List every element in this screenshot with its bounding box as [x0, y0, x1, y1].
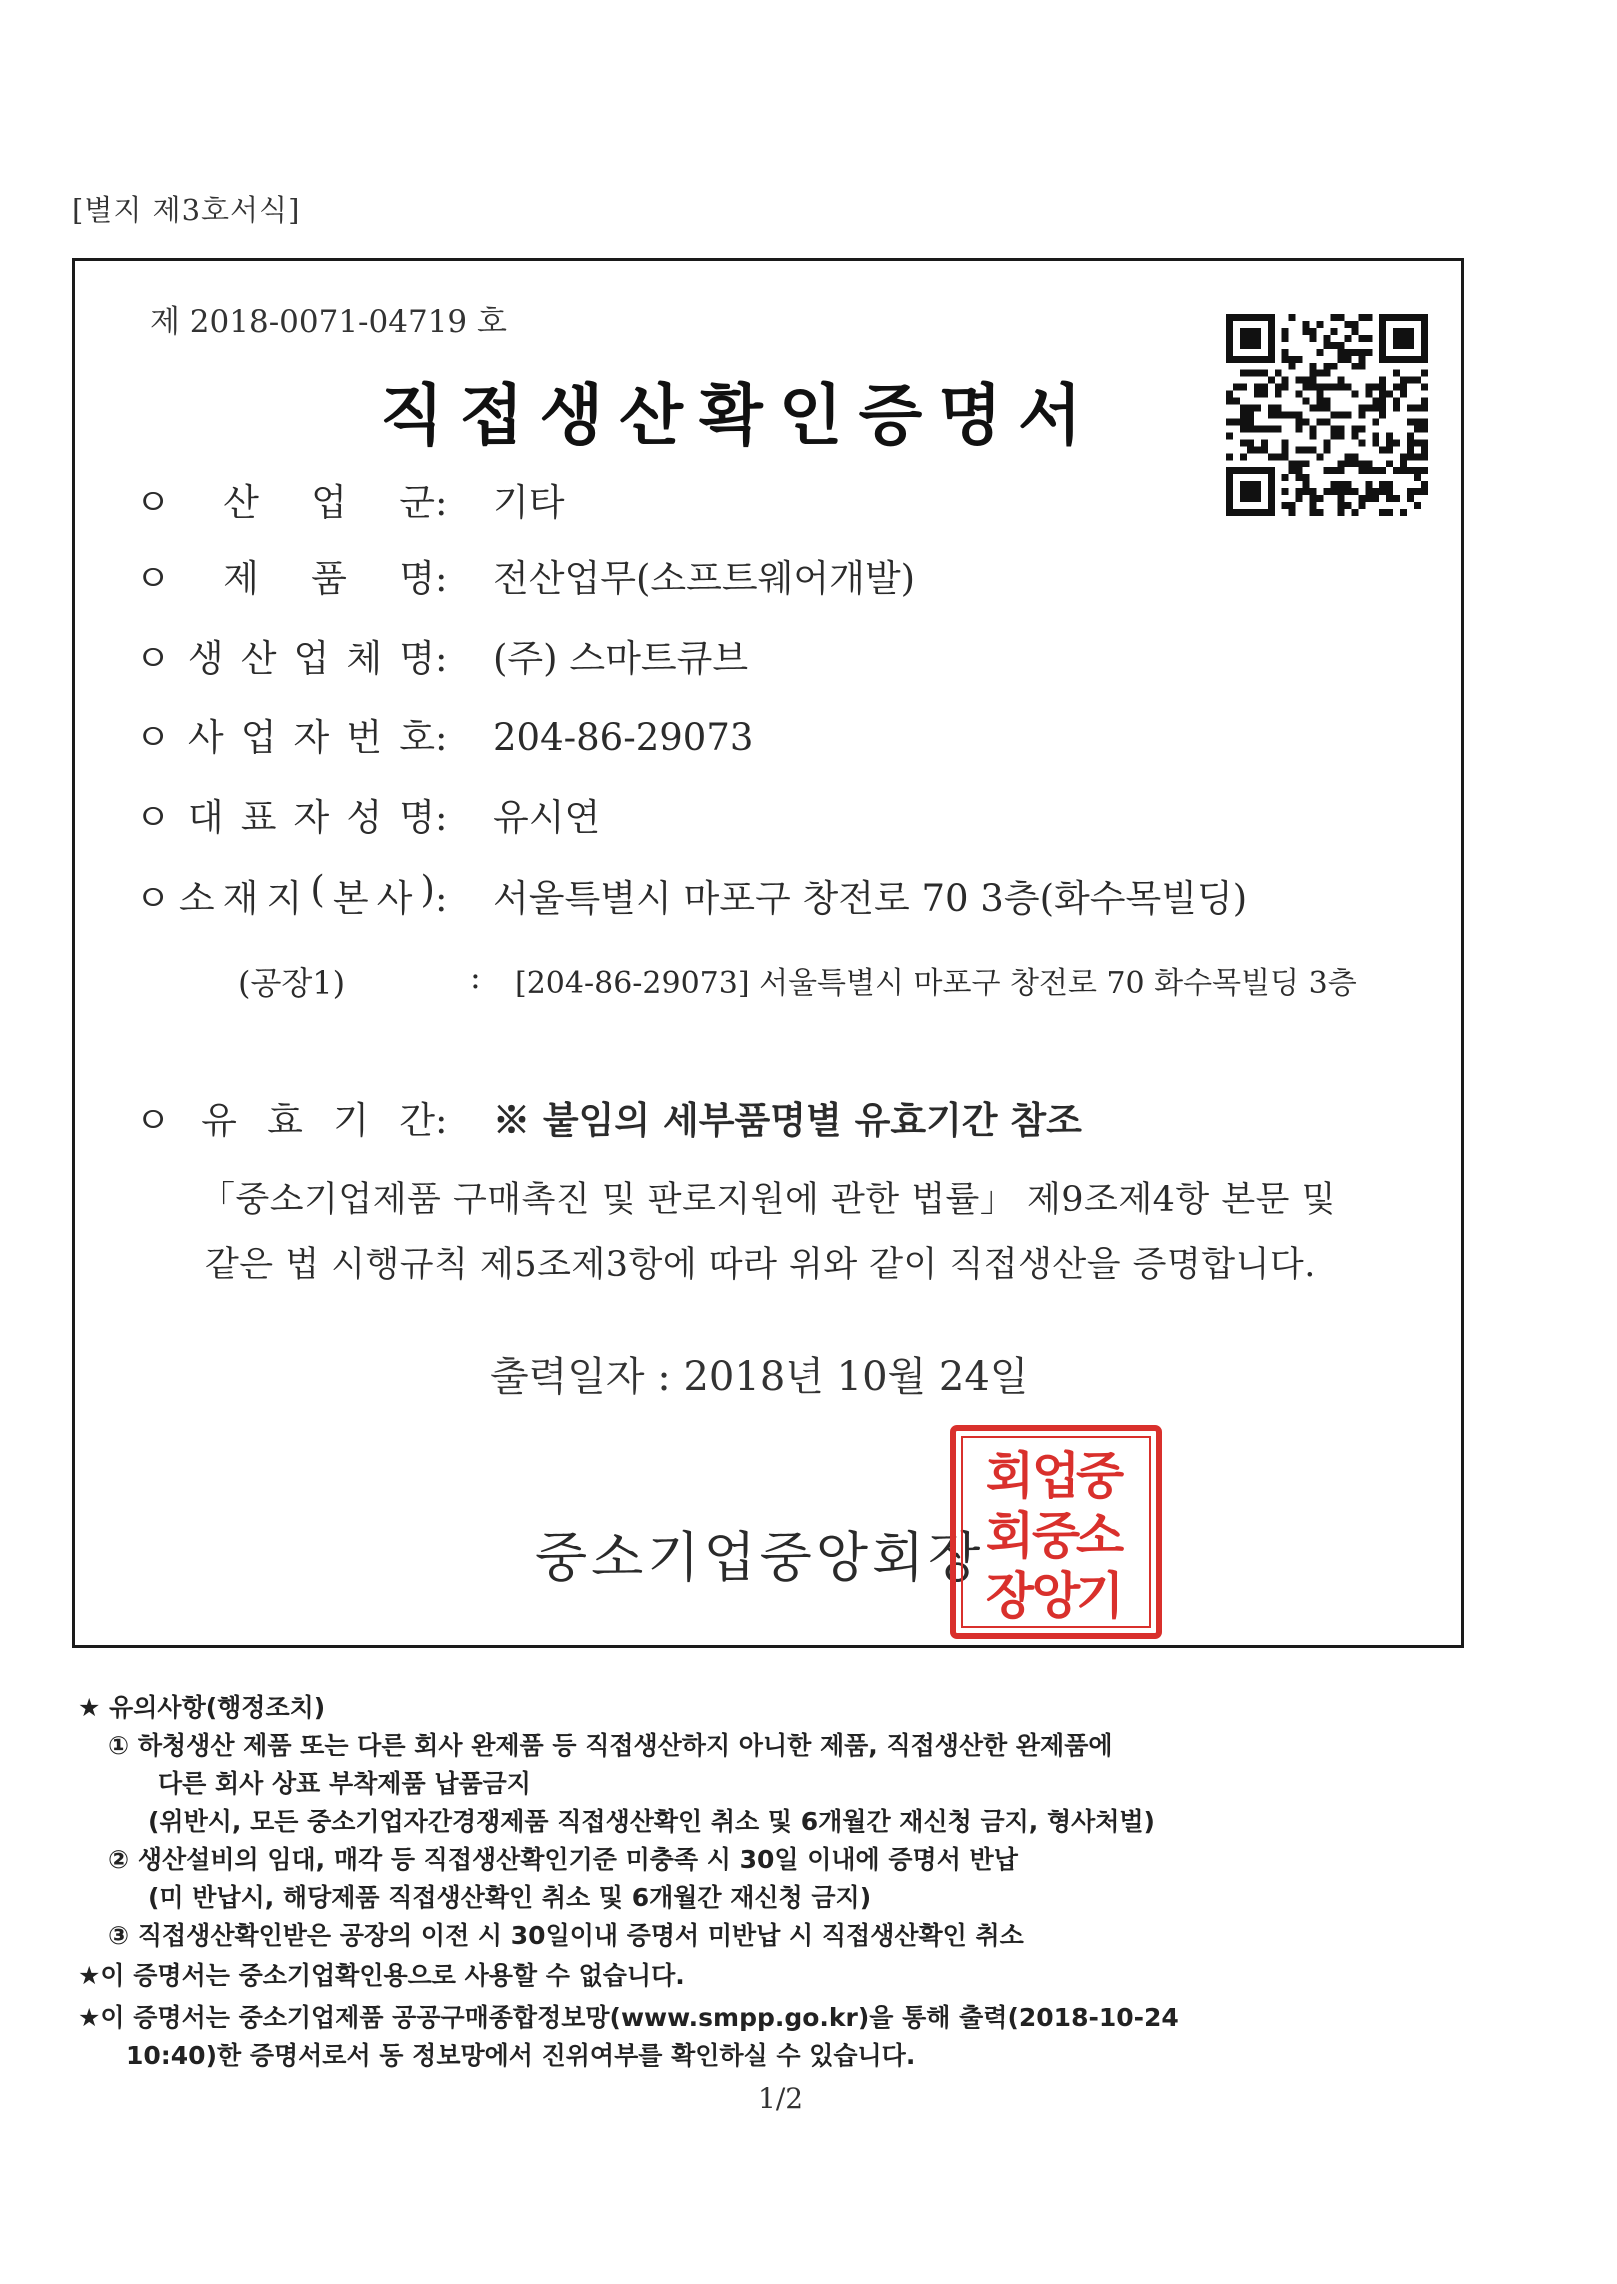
statement-line: 같은 법 시행규칙 제5조제3항에 따라 위와 같이 직접생산을 증명합니다. — [205, 1245, 1316, 1285]
form-number: [별지 제3호서식] — [72, 193, 301, 227]
notes-header: ★ 유의사항(행정조치) — [78, 1693, 326, 1722]
factory-colon: : — [470, 958, 481, 996]
field-value: (주) 스마트큐브 — [493, 637, 749, 680]
svg-text:중: 중 — [1031, 1507, 1081, 1565]
page-title: 직접생산확인증명서 — [380, 376, 1098, 454]
notes-item: ② 생산설비의 임대, 매각 등 직접생산확인기준 미충족 시 30일 이내에 증명서 반납 — [108, 1845, 1018, 1874]
field-value: 유시연 — [493, 796, 601, 839]
field-label: ㅇ 소 재 지 ( 본 사 ) — [135, 868, 435, 920]
field-label: ㅇ 산 업 군 — [135, 481, 435, 524]
notes-star: 10:40)한 증명서로서 동 정보망에서 진위여부를 확인하실 수 있습니다. — [126, 2041, 916, 2070]
svg-text:중: 중 — [1075, 1447, 1125, 1505]
notes-item: (위반시, 모든 중소기업자간경쟁제품 직접생산확인 취소 및 6개월간 재신청 금지, 형사처벌) — [148, 1807, 1155, 1836]
field-value: 기타 — [493, 481, 565, 524]
field-label: ㅇ 사 업 자 번 호 — [135, 716, 435, 759]
field-label: ㅇ 대 표 자 성 명 — [135, 796, 435, 839]
svg-text:장: 장 — [985, 1567, 1035, 1625]
page-number: 1/2 — [758, 2082, 804, 2115]
factory-label: (공장1) — [238, 964, 346, 1002]
field-value: 204-86-29073 — [493, 716, 754, 759]
field-row-validity: ㅇ 유 효 기 간 : ※ 붙임의 세부품명별 유효기간 참조 — [135, 1090, 1082, 1144]
field-row-company: ㅇ 생 산 업 체 명 : (주) 스마트큐브 — [135, 628, 748, 682]
official-seal-icon — [950, 1425, 1162, 1639]
svg-text:앙: 앙 — [1031, 1567, 1081, 1625]
issue-date: 출력일자 : 2018년 10월 24일 — [490, 1354, 1029, 1400]
svg-text:소: 소 — [1075, 1507, 1125, 1565]
field-row-product: ㅇ 제 품 명 : 전산업무(소프트웨어개발) — [135, 548, 915, 602]
factory-value: [204-86-29073] 서울특별시 마포구 창전로 70 화수목빌딩 3층 — [515, 966, 1357, 1001]
svg-text:업: 업 — [1031, 1447, 1081, 1505]
notes-star: ★이 증명서는 중소기업제품 공공구매종합정보망(www.smpp.go.kr)을 통해 출력(2018-10-24 — [78, 2003, 1179, 2032]
statement-line: 「중소기업제품 구매촉진 및 판로지원에 관한 법률」 제9조제4항 본문 및 — [200, 1180, 1336, 1220]
field-row-business-number: ㅇ 사 업 자 번 호 : 204-86-29073 — [135, 707, 753, 761]
validity-value: ※ 붙임의 세부품명별 유효기간 참조 — [493, 1098, 1082, 1142]
notes-star: ★이 증명서는 중소기업확인용으로 사용할 수 없습니다. — [78, 1961, 685, 1990]
notes-item: ③ 직접생산확인받은 공장의 이전 시 30일이내 증명서 미반납 시 직접생산확인 취소 — [108, 1921, 1024, 1950]
field-label: ㅇ 유 효 기 간 — [135, 1099, 435, 1142]
field-label: ㅇ 제 품 명 — [135, 557, 435, 600]
svg-text:회: 회 — [985, 1447, 1035, 1505]
certificate-number: 제 2018-0071-04719 호 — [150, 304, 507, 340]
notes-item: (미 반납시, 해당제품 직접생산확인 취소 및 6개월간 재신청 금지) — [148, 1883, 872, 1912]
field-row-industry: ㅇ 산 업 군 : 기타 — [135, 472, 564, 526]
issuer-name: 중소기업중앙회장 — [535, 1526, 985, 1589]
field-value: 서울특별시 마포구 창전로 70 3층(화수목빌딩) — [493, 877, 1248, 920]
field-label: ㅇ 생 산 업 체 명 — [135, 637, 435, 680]
field-value: 전산업무(소프트웨어개발) — [493, 557, 916, 600]
field-row-address: ㅇ 소 재 지 ( 본 사 ) : 서울특별시 마포구 창전로 70 3층(화수목빌딩) — [135, 868, 1248, 920]
notes-item: ① 하청생산 제품 또는 다른 회사 완제품 등 직접생산하지 아니한 제품, 직접생산한 완제품에 — [108, 1731, 1113, 1760]
qr-code-icon — [1226, 314, 1428, 516]
field-row-representative: ㅇ 대 표 자 성 명 : 유시연 — [135, 787, 600, 841]
svg-text:회: 회 — [985, 1507, 1035, 1565]
notes-item: 다른 회사 상표 부착제품 납품금지 — [158, 1769, 531, 1798]
svg-text:기: 기 — [1075, 1567, 1125, 1625]
